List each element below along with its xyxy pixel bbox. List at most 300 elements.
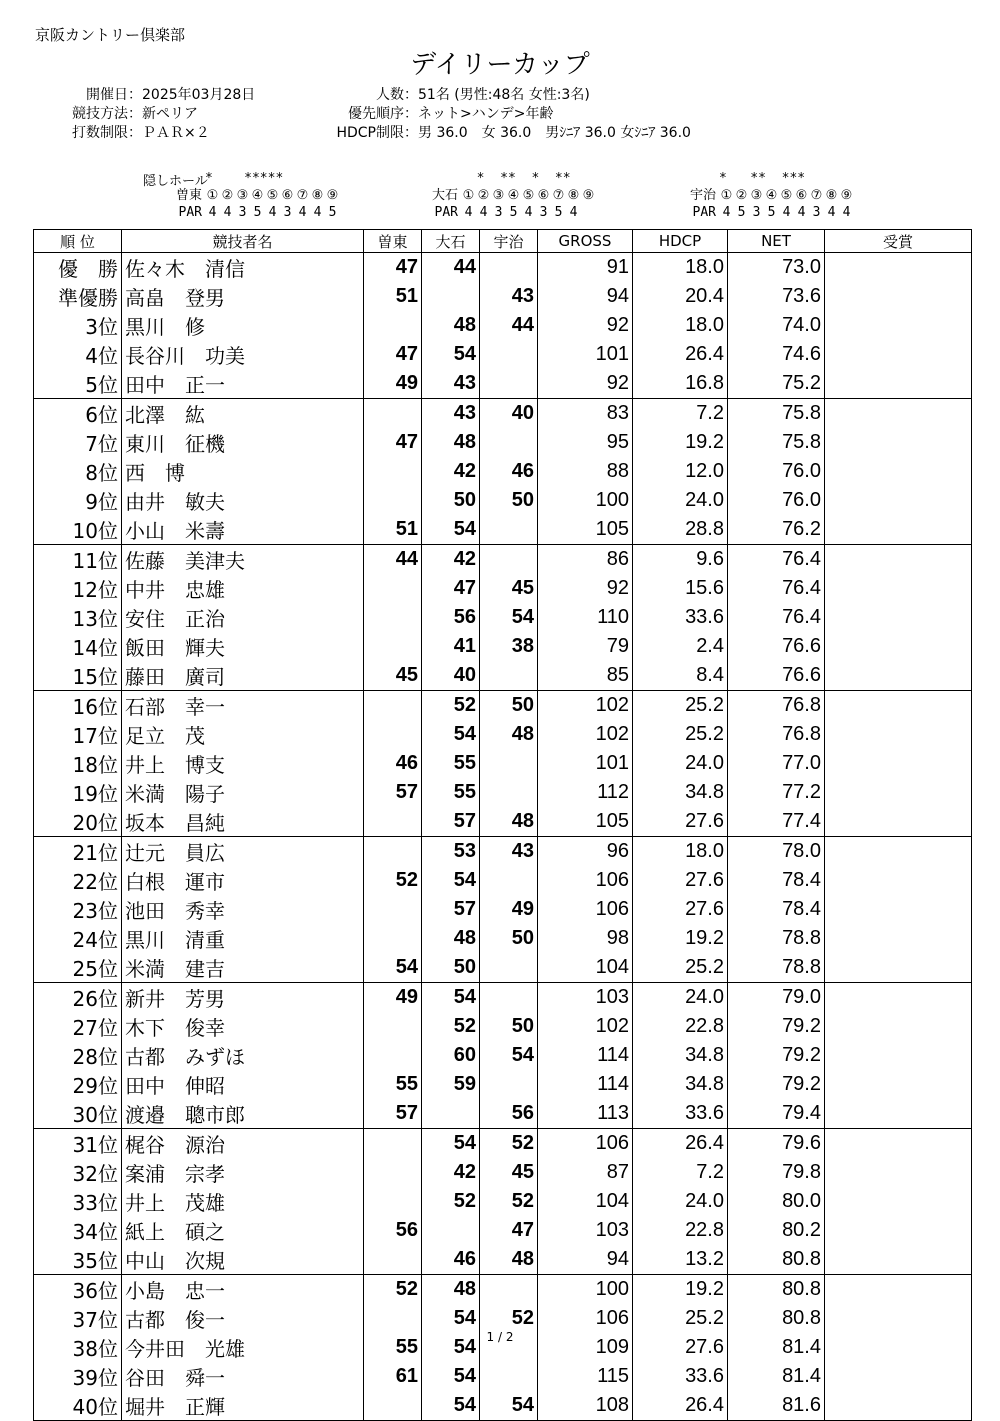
sotou-score-cell — [364, 837, 422, 867]
hole-number: ⑦ — [296, 188, 309, 203]
hole-number: ① — [720, 188, 733, 203]
award-cell — [825, 428, 972, 457]
hidden-marks-row — [408, 170, 596, 187]
player-name-cell: 安住 正治 — [122, 603, 364, 632]
net-cell: 77.2 — [728, 778, 825, 807]
rank-cell: 優 勝 — [34, 253, 122, 283]
hdcp-cell: 18.0 — [633, 253, 728, 283]
player-name-cell: 中井 忠雄 — [122, 574, 364, 603]
hidden-marks-pad — [666, 170, 719, 187]
hdcp-cell: 26.4 — [633, 1129, 728, 1159]
player-name-cell: 坂本 昌純 — [122, 807, 364, 837]
par-value: 5 — [554, 205, 563, 220]
award-cell — [825, 603, 972, 632]
award-cell — [825, 486, 972, 515]
oishi-score-cell: 42 — [422, 1158, 480, 1187]
gross-cell: 85 — [538, 661, 633, 691]
column-header: 受賞 — [825, 230, 972, 253]
par-value: 4 — [479, 205, 488, 220]
sotou-score-cell: 47 — [364, 253, 422, 283]
info-label: 打数制限 — [72, 125, 128, 141]
gross-cell: 106 — [538, 1304, 633, 1333]
award-cell — [825, 457, 972, 486]
info-right — [320, 86, 691, 143]
award-cell — [825, 632, 972, 661]
table-row — [34, 1158, 972, 1187]
uji-score-cell: 50 — [480, 486, 538, 515]
oishi-score-cell — [422, 1216, 480, 1245]
sotou-score-cell — [364, 311, 422, 340]
column-header: 大石 — [422, 230, 480, 253]
info-label: 開催日 — [86, 87, 128, 103]
table-row — [34, 369, 972, 399]
table-row — [34, 1129, 972, 1159]
uji-score-cell: 43 — [480, 837, 538, 867]
hdcp-cell: 24.0 — [633, 486, 728, 515]
info-value: 51名 (男性:48名 女性:3名) — [418, 87, 590, 103]
net-cell: 76.2 — [728, 515, 825, 545]
info-line — [320, 105, 691, 124]
gross-cell: 105 — [538, 515, 633, 545]
hdcp-cell: 25.2 — [633, 720, 728, 749]
player-name-cell: 飯田 輝夫 — [122, 632, 364, 661]
hole-number: ⑦ — [552, 188, 565, 203]
net-cell: 79.2 — [728, 1070, 825, 1099]
table-row — [34, 1099, 972, 1129]
sotou-score-cell — [364, 1391, 422, 1421]
column-header: 順 位 — [34, 230, 122, 253]
award-cell — [825, 1304, 972, 1333]
award-cell — [825, 924, 972, 953]
player-name-cell: 長谷川 功美 — [122, 340, 364, 369]
par-value: 4 — [782, 205, 791, 220]
oishi-score-cell: 48 — [422, 1275, 480, 1305]
hdcp-cell: 34.8 — [633, 1070, 728, 1099]
net-cell: 75.2 — [728, 369, 825, 399]
uji-score-cell: 47 — [480, 1216, 538, 1245]
rank-cell: 14位 — [34, 632, 122, 661]
uji-score-cell: 50 — [480, 924, 538, 953]
sotou-score-cell — [364, 1129, 422, 1159]
gross-cell: 98 — [538, 924, 633, 953]
award-cell — [825, 1041, 972, 1070]
table-row — [34, 807, 972, 837]
net-cell: 80.8 — [728, 1245, 825, 1275]
net-cell: 76.6 — [728, 661, 825, 691]
oishi-score-cell: 55 — [422, 778, 480, 807]
hdcp-cell: 27.6 — [633, 895, 728, 924]
course-block-sotou — [152, 170, 340, 221]
rank-cell: 10位 — [34, 515, 122, 545]
sotou-score-cell: 51 — [364, 282, 422, 311]
rank-cell: 28位 — [34, 1041, 122, 1070]
table-row — [34, 1362, 972, 1391]
hdcp-cell: 15.6 — [633, 574, 728, 603]
hdcp-cell: 34.8 — [633, 1041, 728, 1070]
award-cell — [825, 311, 972, 340]
gross-cell: 104 — [538, 1187, 633, 1216]
gross-cell: 114 — [538, 1041, 633, 1070]
oishi-score-cell — [422, 282, 480, 311]
uji-score-cell — [480, 661, 538, 691]
table-row — [34, 1304, 972, 1333]
table-row — [34, 691, 972, 721]
oishi-score-cell: 54 — [422, 1129, 480, 1159]
info-line — [48, 124, 255, 143]
hdcp-cell: 22.8 — [633, 1012, 728, 1041]
hdcp-cell: 25.2 — [633, 691, 728, 721]
sotou-score-cell: 56 — [364, 1216, 422, 1245]
net-cell: 81.4 — [728, 1362, 825, 1391]
gross-cell: 91 — [538, 253, 633, 283]
award-cell — [825, 253, 972, 283]
net-cell: 80.8 — [728, 1304, 825, 1333]
uji-score-cell: 50 — [480, 691, 538, 721]
award-cell — [825, 691, 972, 721]
table-row — [34, 1187, 972, 1216]
hole-number: ⑧ — [311, 188, 324, 203]
hdcp-cell: 2.4 — [633, 632, 728, 661]
hole-number: ③ — [750, 188, 763, 203]
gross-cell: 109 — [538, 1333, 633, 1362]
hdcp-cell: 33.6 — [633, 1099, 728, 1129]
oishi-score-cell: 54 — [422, 720, 480, 749]
net-cell: 73.0 — [728, 253, 825, 283]
gross-cell: 103 — [538, 983, 633, 1013]
rank-cell: 24位 — [34, 924, 122, 953]
hdcp-cell: 22.8 — [633, 1216, 728, 1245]
column-header: 曽東 — [364, 230, 422, 253]
net-cell: 74.6 — [728, 340, 825, 369]
par-value: 5 — [737, 205, 746, 220]
hole-number: ⑥ — [795, 188, 808, 203]
info-label: 人数 — [376, 87, 404, 103]
rank-cell: 37位 — [34, 1304, 122, 1333]
hdcp-cell: 12.0 — [633, 457, 728, 486]
player-name-cell: 佐々木 清信 — [122, 253, 364, 283]
sotou-score-cell: 61 — [364, 1362, 422, 1391]
hdcp-cell: 9.6 — [633, 545, 728, 575]
hole-number: ⑥ — [537, 188, 550, 203]
award-cell — [825, 545, 972, 575]
sotou-score-cell: 49 — [364, 369, 422, 399]
par-label: PAR — [434, 205, 458, 220]
info-colon: ： — [128, 106, 142, 122]
gross-cell: 106 — [538, 895, 633, 924]
net-cell: 79.2 — [728, 1012, 825, 1041]
hdcp-cell: 24.0 — [633, 1187, 728, 1216]
par-value: 3 — [494, 205, 503, 220]
hdcp-cell: 16.8 — [633, 369, 728, 399]
gross-cell: 92 — [538, 311, 633, 340]
table-row — [34, 1012, 972, 1041]
table-row — [34, 895, 972, 924]
table-row — [34, 311, 972, 340]
net-cell: 80.2 — [728, 1216, 825, 1245]
sotou-score-cell: 47 — [364, 428, 422, 457]
table-row — [34, 661, 972, 691]
player-name-cell: 西 博 — [122, 457, 364, 486]
info-value: ＰＡＲ×２ — [142, 125, 210, 141]
gross-cell: 94 — [538, 1245, 633, 1275]
hdcp-cell: 20.4 — [633, 282, 728, 311]
oishi-score-cell: 48 — [422, 311, 480, 340]
uji-score-cell — [480, 1362, 538, 1391]
gross-cell: 86 — [538, 545, 633, 575]
rank-cell: 19位 — [34, 778, 122, 807]
sotou-score-cell: 45 — [364, 661, 422, 691]
net-cell: 76.0 — [728, 457, 825, 486]
gross-cell: 106 — [538, 866, 633, 895]
hole-number: ④ — [765, 188, 778, 203]
sotou-score-cell — [364, 1245, 422, 1275]
player-name-cell: 渡邉 聰市郎 — [122, 1099, 364, 1129]
player-name-cell: 米満 建吉 — [122, 953, 364, 983]
gross-cell: 102 — [538, 720, 633, 749]
gross-cell: 83 — [538, 399, 633, 429]
gross-cell: 87 — [538, 1158, 633, 1187]
sotou-score-cell: 51 — [364, 515, 422, 545]
gross-cell: 104 — [538, 953, 633, 983]
hole-number: ① — [462, 188, 475, 203]
par-value: 4 — [569, 205, 578, 220]
award-cell — [825, 515, 972, 545]
hole-number: ② — [477, 188, 490, 203]
par-value: 4 — [722, 205, 731, 220]
info-line — [320, 124, 691, 143]
award-cell — [825, 953, 972, 983]
net-cell: 73.6 — [728, 282, 825, 311]
player-name-cell: 案浦 宗孝 — [122, 1158, 364, 1187]
hdcp-cell: 19.2 — [633, 924, 728, 953]
rank-cell: 6位 — [34, 399, 122, 429]
rank-cell: 5位 — [34, 369, 122, 399]
player-name-cell: 石部 幸一 — [122, 691, 364, 721]
award-cell — [825, 1129, 972, 1159]
award-cell — [825, 807, 972, 837]
award-cell — [825, 720, 972, 749]
hdcp-cell: 25.2 — [633, 953, 728, 983]
award-cell — [825, 778, 972, 807]
net-cell: 78.4 — [728, 895, 825, 924]
info-value: 2025年03月28日 — [142, 87, 256, 103]
hole-number: ④ — [507, 188, 520, 203]
sotou-score-cell: 54 — [364, 953, 422, 983]
rank-cell: 20位 — [34, 807, 122, 837]
player-name-cell: 足立 茂 — [122, 720, 364, 749]
par-value: 4 — [223, 205, 232, 220]
award-cell — [825, 1362, 972, 1391]
table-row — [34, 603, 972, 632]
hidden-marks: * ***** — [205, 171, 284, 186]
hole-number: ⑤ — [780, 188, 793, 203]
uji-score-cell — [480, 369, 538, 399]
par-value: 5 — [253, 205, 262, 220]
sotou-score-cell — [364, 486, 422, 515]
rank-cell: 8位 — [34, 457, 122, 486]
player-name-cell: 白根 運市 — [122, 866, 364, 895]
rank-cell: 29位 — [34, 1070, 122, 1099]
info-value: ネット>ハンデ>年齢 — [418, 106, 554, 122]
award-cell — [825, 1275, 972, 1305]
course-name: 宇治 — [689, 188, 716, 203]
net-cell: 80.0 — [728, 1187, 825, 1216]
player-name-cell: 田中 伸昭 — [122, 1070, 364, 1099]
player-name-cell: 佐藤 美津夫 — [122, 545, 364, 575]
net-cell: 77.4 — [728, 807, 825, 837]
sotou-score-cell — [364, 895, 422, 924]
par-row — [666, 204, 854, 221]
uji-score-cell — [480, 428, 538, 457]
award-cell — [825, 1391, 972, 1421]
info-label: 優先順序 — [348, 106, 404, 122]
oishi-score-cell: 52 — [422, 1187, 480, 1216]
sotou-score-cell: 57 — [364, 1099, 422, 1129]
hidden-marks-pad — [152, 170, 205, 187]
award-cell — [825, 369, 972, 399]
oishi-score-cell: 53 — [422, 837, 480, 867]
table-row — [34, 1245, 972, 1275]
player-name-cell: 藤田 廣司 — [122, 661, 364, 691]
hole-number-row — [408, 187, 596, 204]
info-left — [48, 86, 255, 143]
net-cell: 79.0 — [728, 983, 825, 1013]
award-cell — [825, 340, 972, 369]
hdcp-cell: 18.0 — [633, 311, 728, 340]
player-name-cell: 紙上 碩之 — [122, 1216, 364, 1245]
info-line — [320, 86, 691, 105]
sotou-score-cell — [364, 1304, 422, 1333]
rank-cell: 39位 — [34, 1362, 122, 1391]
rank-cell: 4位 — [34, 340, 122, 369]
oishi-score-cell: 57 — [422, 807, 480, 837]
par-row — [152, 204, 340, 221]
gross-cell: 102 — [538, 1012, 633, 1041]
award-cell — [825, 1070, 972, 1099]
hidden-marks: * ** * ** — [461, 171, 571, 186]
player-name-cell: 東川 征機 — [122, 428, 364, 457]
table-row — [34, 720, 972, 749]
club-name: 京阪カントリー倶楽部 — [35, 26, 186, 44]
hidden-holes-label: 隠しホール — [143, 174, 208, 189]
award-cell — [825, 749, 972, 778]
hidden-marks-row — [152, 170, 340, 187]
gross-cell: 110 — [538, 603, 633, 632]
par-value: 5 — [509, 205, 518, 220]
table-row — [34, 953, 972, 983]
uji-score-cell — [480, 953, 538, 983]
oishi-score-cell: 60 — [422, 1041, 480, 1070]
net-cell: 79.8 — [728, 1158, 825, 1187]
uji-score-cell: 50 — [480, 1012, 538, 1041]
net-cell: 76.6 — [728, 632, 825, 661]
table-row — [34, 282, 972, 311]
course-name: 大石 — [431, 188, 458, 203]
info-line — [48, 86, 255, 105]
gross-cell: 92 — [538, 574, 633, 603]
uji-score-cell: 54 — [480, 603, 538, 632]
oishi-score-cell: 46 — [422, 1245, 480, 1275]
hdcp-cell: 33.6 — [633, 603, 728, 632]
net-cell: 81.6 — [728, 1391, 825, 1421]
rank-cell: 3位 — [34, 311, 122, 340]
par-label: PAR — [692, 205, 716, 220]
gross-cell: 102 — [538, 691, 633, 721]
hole-number: ⑦ — [810, 188, 823, 203]
player-name-cell: 高畠 登男 — [122, 282, 364, 311]
sotou-score-cell: 47 — [364, 340, 422, 369]
award-cell — [825, 1216, 972, 1245]
table-row — [34, 924, 972, 953]
rank-cell: 26位 — [34, 983, 122, 1013]
hdcp-cell: 24.0 — [633, 983, 728, 1013]
uji-score-cell — [480, 866, 538, 895]
sotou-score-cell — [364, 1187, 422, 1216]
net-cell: 76.4 — [728, 574, 825, 603]
uji-score-cell — [480, 545, 538, 575]
net-cell: 79.4 — [728, 1099, 825, 1129]
player-name-cell: 中山 次規 — [122, 1245, 364, 1275]
uji-score-cell: 48 — [480, 807, 538, 837]
player-name-cell: 米満 陽子 — [122, 778, 364, 807]
oishi-score-cell: 54 — [422, 1391, 480, 1421]
rank-cell: 18位 — [34, 749, 122, 778]
gross-cell: 95 — [538, 428, 633, 457]
page-title: デイリーカップ — [410, 50, 590, 80]
net-cell: 78.8 — [728, 953, 825, 983]
net-cell: 76.0 — [728, 486, 825, 515]
award-cell — [825, 1158, 972, 1187]
uji-score-cell — [480, 515, 538, 545]
player-name-cell: 木下 俊幸 — [122, 1012, 364, 1041]
player-name-cell: 古都 みずほ — [122, 1041, 364, 1070]
hole-number: ④ — [251, 188, 264, 203]
hdcp-cell: 25.2 — [633, 1304, 728, 1333]
player-name-cell: 由井 敏夫 — [122, 486, 364, 515]
hdcp-cell: 27.6 — [633, 1333, 728, 1362]
gross-cell: 96 — [538, 837, 633, 867]
oishi-score-cell: 43 — [422, 399, 480, 429]
oishi-score-cell: 54 — [422, 983, 480, 1013]
rank-cell: 13位 — [34, 603, 122, 632]
rank-cell: 23位 — [34, 895, 122, 924]
player-name-cell: 辻元 員広 — [122, 837, 364, 867]
oishi-score-cell: 52 — [422, 691, 480, 721]
oishi-score-cell: 52 — [422, 1012, 480, 1041]
award-cell — [825, 983, 972, 1013]
uji-score-cell: 54 — [480, 1041, 538, 1070]
player-name-cell: 谷田 舜一 — [122, 1362, 364, 1391]
award-cell — [825, 1012, 972, 1041]
award-cell — [825, 1099, 972, 1129]
oishi-score-cell: 56 — [422, 603, 480, 632]
oishi-score-cell: 54 — [422, 866, 480, 895]
info-colon: ： — [404, 87, 418, 103]
player-name-cell: 黒川 清重 — [122, 924, 364, 953]
rank-cell: 40位 — [34, 1391, 122, 1421]
hole-number-row — [152, 187, 340, 204]
course-name: 曽東 — [175, 188, 202, 203]
hidden-marks: * ** *** — [719, 171, 806, 186]
oishi-score-cell: 43 — [422, 369, 480, 399]
player-name-cell: 井上 博支 — [122, 749, 364, 778]
hole-number: ⑨ — [840, 188, 853, 203]
info-label: 競技方法 — [72, 106, 128, 122]
hdcp-cell: 26.4 — [633, 1391, 728, 1421]
table-row — [34, 515, 972, 545]
rank-cell: 35位 — [34, 1245, 122, 1275]
hdcp-cell: 28.8 — [633, 515, 728, 545]
